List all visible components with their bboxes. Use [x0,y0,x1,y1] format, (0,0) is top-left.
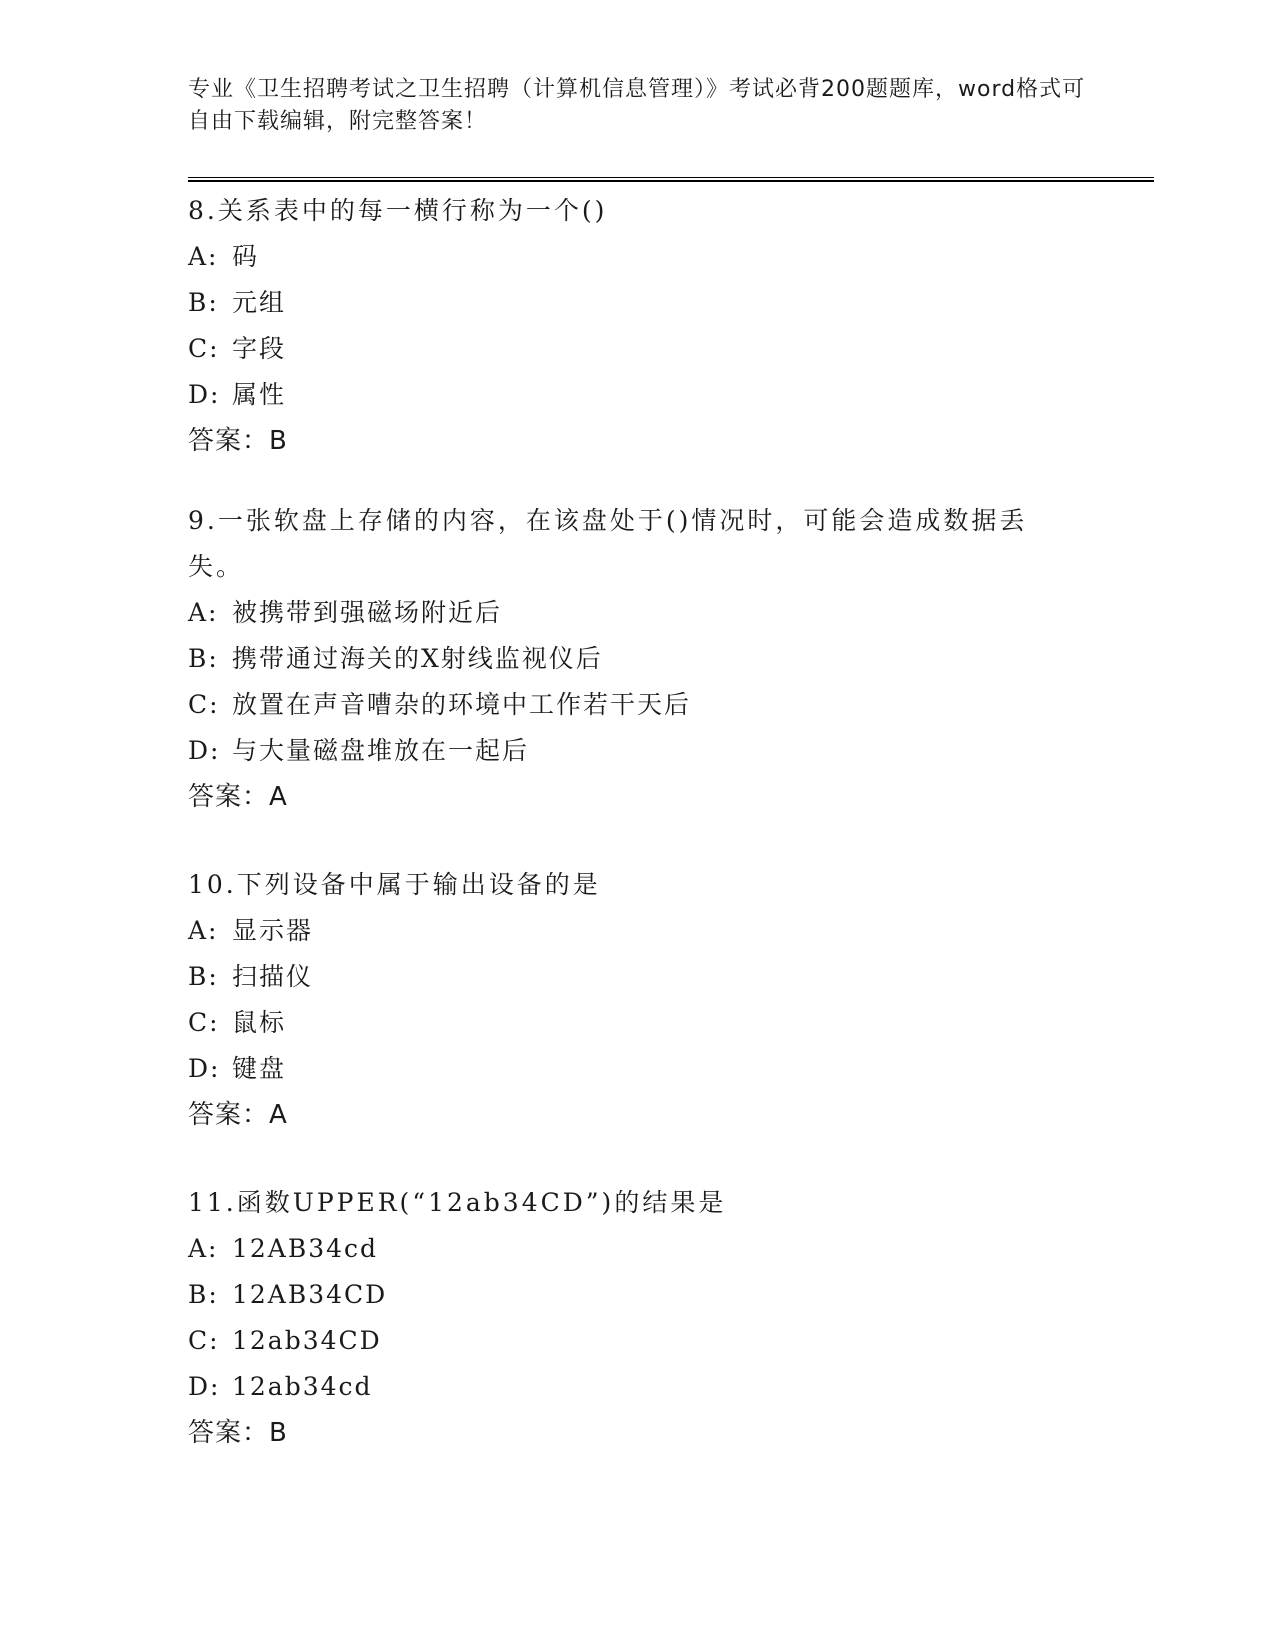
option-text: 元组 [232,288,287,317]
option-key: C: [188,1326,220,1355]
option-a [188,590,1048,636]
option-c [188,1000,1068,1046]
answer-line: 答案：A [188,1100,288,1130]
answer-line: 答案：A [188,782,288,812]
question-block [188,1180,1068,1456]
option-a [188,234,1068,280]
option-d [188,1046,1068,1092]
option-key: D: [188,1372,221,1401]
question-block [188,862,1068,1138]
option-b [188,954,1068,1000]
question-block [188,188,1068,464]
question-title: 11.函数UPPER(“12ab34CD”)的结果是 [188,1188,727,1217]
option-text: 放置在声音嘈杂的环境中工作若干天后 [232,690,692,719]
answer-line: 答案：B [188,1418,288,1448]
answer-line: 答案：B [188,426,288,456]
option-key: D: [188,736,221,765]
option-key: C: [188,334,220,363]
header-divider-thick [188,180,1154,182]
option-text: 键盘 [232,1054,287,1083]
option-d [188,1364,1068,1410]
option-key: A: [188,1234,219,1263]
option-key: A: [188,242,219,271]
option-d [188,372,1068,418]
option-text: 12ab34CD [232,1326,382,1355]
option-text: 显示器 [232,916,314,945]
option-key: B: [188,644,219,673]
option-key: D: [188,1054,221,1083]
option-key: A: [188,916,219,945]
option-text: 12ab34cd [232,1372,373,1401]
option-key: D: [188,380,221,409]
option-text: 属性 [232,380,287,409]
document-header: 专业《卫生招聘考试之卫生招聘（计算机信息管理）》考试必背200题题库，word格式可自由下载编辑，附完整答案！ [188,77,1086,134]
option-a [188,908,1068,954]
header-divider-thin [188,177,1154,178]
option-key: B: [188,288,219,317]
option-c [188,682,1048,728]
option-c [188,326,1068,372]
option-b [188,280,1068,326]
question-title: 10.下列设备中属于输出设备的是 [188,870,601,899]
option-text: 12AB34cd [232,1234,379,1263]
option-text: 与大量磁盘堆放在一起后 [232,736,530,765]
option-text: 携带通过海关的X射线监视仪后 [232,644,603,673]
option-text: 扫描仪 [232,962,314,991]
option-d [188,728,1048,774]
question-title: 9.一张软盘上存储的内容，在该盘处于()情况时，可能会造成数据丢失。 [188,506,1028,581]
option-c [188,1318,1068,1364]
question-title: 8.关系表中的每一横行称为一个() [188,196,608,225]
option-key: B: [188,962,219,991]
option-b [188,636,1048,682]
option-b [188,1272,1068,1318]
option-a [188,1226,1068,1272]
option-key: A: [188,598,219,627]
option-text: 12AB34CD [232,1280,388,1309]
option-key: B: [188,1280,219,1309]
option-key: C: [188,690,220,719]
option-text: 字段 [232,334,287,363]
option-text: 鼠标 [232,1008,287,1037]
option-text: 被携带到强磁场附近后 [232,598,503,627]
option-key: C: [188,1008,220,1037]
option-text: 码 [232,242,260,271]
question-block [188,498,1048,820]
